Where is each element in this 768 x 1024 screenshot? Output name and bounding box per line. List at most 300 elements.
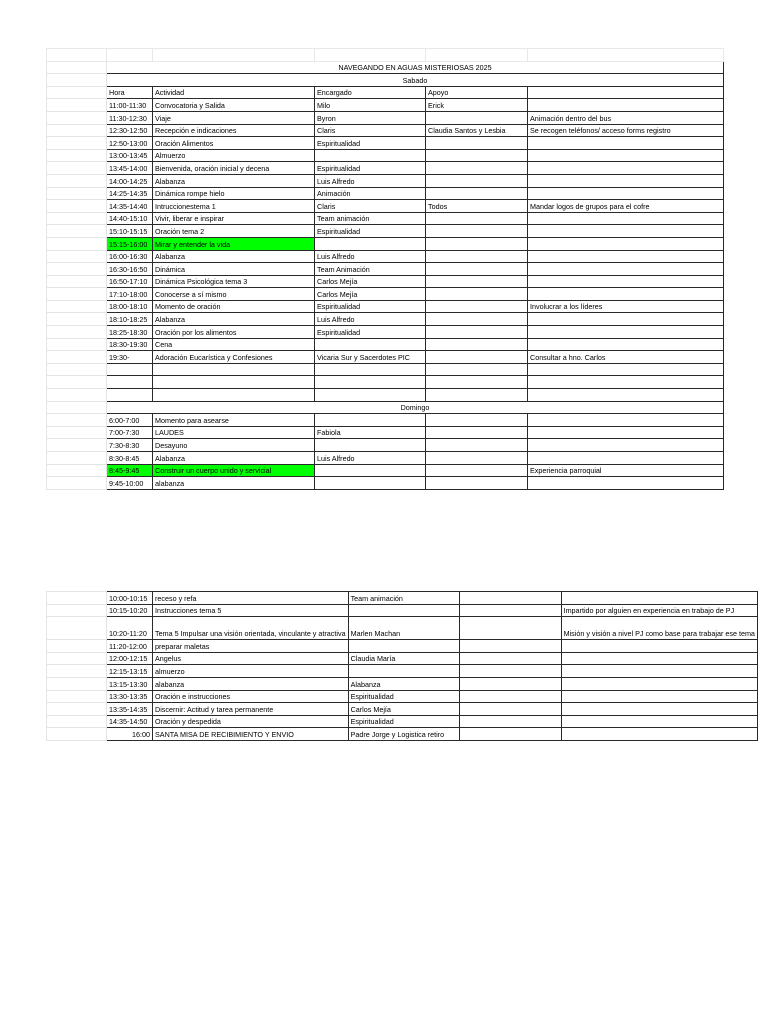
cell-apoyo[interactable] <box>426 237 528 250</box>
cell-encargado[interactable] <box>348 665 459 678</box>
cell-notas[interactable] <box>561 665 757 678</box>
cell-apoyo[interactable] <box>426 137 528 150</box>
cell-encargado[interactable]: Claudia María <box>348 652 459 665</box>
cell-actividad[interactable]: preparar maletas <box>153 640 349 653</box>
row-gutter-cell[interactable] <box>47 200 107 213</box>
cell-notas[interactable] <box>528 275 724 288</box>
cell-actividad[interactable]: Mirar y entender la vida <box>153 237 315 250</box>
cell-hora[interactable]: 15:10-15:15 <box>107 225 153 238</box>
cell-actividad[interactable] <box>153 389 315 402</box>
cell-notas[interactable] <box>528 99 724 112</box>
row-gutter-cell[interactable] <box>47 338 107 351</box>
section-row-domingo <box>47 401 724 414</box>
cell-apoyo[interactable] <box>426 162 528 175</box>
row-gutter-cell[interactable] <box>47 263 107 276</box>
cell-actividad[interactable]: Alabanza <box>153 452 315 465</box>
cell-actividad[interactable]: Tema 5 Impulsar una visión orientada, vinculante y atractiva <box>153 617 349 640</box>
section-label-sabado[interactable]: Sabado <box>107 74 724 87</box>
cell-notas[interactable] <box>561 715 757 728</box>
cell-encargado[interactable] <box>315 149 426 162</box>
schedule-row <box>47 363 724 376</box>
row-gutter-cell[interactable] <box>47 464 107 477</box>
cell-hora[interactable]: 7:00-7:30 <box>107 426 153 439</box>
cell-actividad[interactable]: alabanza <box>153 677 349 690</box>
cell-encargado[interactable]: Luis Alfredo <box>315 452 426 465</box>
cell-notas[interactable]: Experiencia parroquial <box>528 464 724 477</box>
cell-apoyo[interactable] <box>426 225 528 238</box>
cell-notas[interactable] <box>528 162 724 175</box>
cell-hora[interactable]: 18:30-19:30 <box>107 338 153 351</box>
cell-encargado[interactable]: Espiritualidad <box>348 690 459 703</box>
row-gutter-cell[interactable] <box>47 665 107 678</box>
cell-actividad[interactable]: Discernir: Actitud y tarea permanente <box>153 703 349 716</box>
cell-notas[interactable] <box>561 690 757 703</box>
cell-actividad[interactable]: Dinámica rompe hielo <box>153 187 315 200</box>
cell-hora[interactable]: 16:00 <box>107 728 153 741</box>
cell-encargado[interactable]: Claris <box>315 200 426 213</box>
row-gutter-cell[interactable] <box>47 703 107 716</box>
row-gutter-cell[interactable] <box>47 363 107 376</box>
row-gutter-cell[interactable] <box>47 728 107 741</box>
cell-encargado[interactable]: Marlen Machan <box>348 617 459 640</box>
cell-actividad[interactable] <box>153 363 315 376</box>
schedule-row <box>47 640 758 653</box>
cell-apoyo[interactable] <box>459 703 561 716</box>
cell-notas[interactable] <box>528 237 724 250</box>
cell-hora[interactable]: 18:10-18:25 <box>107 313 153 326</box>
cell-notas[interactable] <box>561 703 757 716</box>
schedule-row <box>47 715 758 728</box>
row-gutter-cell[interactable] <box>47 212 107 225</box>
cell-actividad[interactable]: Bienvenida, oración inicial y decena <box>153 162 315 175</box>
cell-hora[interactable]: 12:30-12:50 <box>107 124 153 137</box>
header-hora[interactable]: Hora <box>107 86 153 99</box>
cell-apoyo[interactable] <box>426 174 528 187</box>
cell-notas[interactable]: Animación dentro del bus <box>528 111 724 124</box>
schedule-row <box>47 351 724 364</box>
schedule-row <box>47 225 724 238</box>
cell-notas[interactable] <box>561 592 757 605</box>
schedule-row <box>47 250 724 263</box>
cell-notas[interactable]: Impartido por alguien en experiencia en trabajo de PJ <box>561 604 757 617</box>
cell-apoyo[interactable] <box>426 414 528 427</box>
cell-actividad[interactable]: Alabanza <box>153 313 315 326</box>
cell-apoyo[interactable] <box>459 592 561 605</box>
cell-apoyo[interactable] <box>426 389 528 402</box>
cell-apoyo[interactable] <box>459 617 561 640</box>
cell-encargado[interactable]: Espiritualidad <box>315 326 426 339</box>
cell-notas[interactable] <box>528 414 724 427</box>
cell-apoyo[interactable] <box>426 263 528 276</box>
cell-encargado[interactable]: Team Animación <box>315 263 426 276</box>
cell-notas[interactable] <box>528 212 724 225</box>
schedule-row <box>47 300 724 313</box>
cell-apoyo[interactable] <box>459 715 561 728</box>
schedule-row <box>47 237 724 250</box>
cell-notas[interactable] <box>528 452 724 465</box>
row-gutter-cell[interactable] <box>47 250 107 263</box>
cell-hora[interactable]: 11:30-12:30 <box>107 111 153 124</box>
schedule-row <box>47 426 724 439</box>
cell-apoyo[interactable] <box>426 326 528 339</box>
cell-encargado[interactable] <box>315 363 426 376</box>
cell-actividad[interactable]: Momento de oración <box>153 300 315 313</box>
cell-encargado[interactable]: Espiritualidad <box>315 225 426 238</box>
cell-hora[interactable]: 16:50-17:10 <box>107 275 153 288</box>
cell-apoyo[interactable] <box>426 338 528 351</box>
cell-apoyo[interactable] <box>426 426 528 439</box>
cell-actividad[interactable]: Viaje <box>153 111 315 124</box>
cell-encargado[interactable]: Byron <box>315 111 426 124</box>
cell-hora[interactable]: 14:40-15:10 <box>107 212 153 225</box>
cell-notas[interactable] <box>561 652 757 665</box>
cell-apoyo[interactable] <box>426 439 528 452</box>
schedule-row <box>47 212 724 225</box>
schedule-row <box>47 313 724 326</box>
cell-apoyo[interactable] <box>426 464 528 477</box>
schedule-row <box>47 703 758 716</box>
cell-actividad[interactable]: Dinámica Psicológica tema 3 <box>153 275 315 288</box>
cell-hora[interactable]: 14:25-14:35 <box>107 187 153 200</box>
schedule-row <box>47 477 724 490</box>
cell-actividad[interactable] <box>153 376 315 389</box>
cell-actividad[interactable]: Oración Alimentos <box>153 137 315 150</box>
cell-hora[interactable]: 18:00-18:10 <box>107 300 153 313</box>
cell-encargado[interactable]: Luis Alfredo <box>315 313 426 326</box>
cell-hora[interactable]: 11:20-12:00 <box>107 640 153 653</box>
cell-apoyo[interactable]: Claudia Santos y Lesbia <box>426 124 528 137</box>
cell-notas[interactable]: Mandar logos de grupos para el cofre <box>528 200 724 213</box>
cell-actividad[interactable]: Oración tema 2 <box>153 225 315 238</box>
cell-hora[interactable]: 13:00-13:45 <box>107 149 153 162</box>
cell-hora[interactable]: 15:15-16:00 <box>107 237 153 250</box>
cell-encargado[interactable] <box>315 464 426 477</box>
cell-notas[interactable] <box>528 263 724 276</box>
cell-hora[interactable]: 13:15-13:30 <box>107 677 153 690</box>
schedule-row <box>47 149 724 162</box>
row-gutter-cell[interactable] <box>47 389 107 402</box>
cell-actividad[interactable]: Alabanza <box>153 250 315 263</box>
cell-notas[interactable] <box>528 149 724 162</box>
row-gutter-cell[interactable] <box>47 690 107 703</box>
row-gutter-cell[interactable] <box>47 174 107 187</box>
cell-hora[interactable]: 14:00-14:25 <box>107 174 153 187</box>
cell-encargado[interactable]: Espiritualidad <box>315 300 426 313</box>
row-gutter-cell[interactable] <box>47 137 107 150</box>
cell-encargado[interactable]: Vicaria Sur y Sacerdotes PIC <box>315 351 426 364</box>
schedule-row <box>47 187 724 200</box>
schedule-row <box>47 338 724 351</box>
cell-hora[interactable]: 11:00-11:30 <box>107 99 153 112</box>
header-apoyo[interactable]: Apoyo <box>426 86 528 99</box>
cell-encargado[interactable] <box>348 604 459 617</box>
row-gutter-cell[interactable] <box>47 617 107 640</box>
cell-actividad[interactable]: Conocerse a sí mismo <box>153 288 315 301</box>
section-row-sabado <box>47 74 724 87</box>
cell-encargado[interactable] <box>315 237 426 250</box>
cell-apoyo[interactable] <box>426 351 528 364</box>
cell-encargado[interactable]: Fabiola <box>315 426 426 439</box>
cell-apoyo[interactable] <box>426 250 528 263</box>
cell-notas[interactable] <box>528 439 724 452</box>
schedule-row <box>47 690 758 703</box>
cell-actividad[interactable]: Oración y despedida <box>153 715 349 728</box>
cell-notas[interactable]: Se recogen teléfonos/ acceso forms registro <box>528 124 724 137</box>
schedule-row <box>47 617 758 640</box>
cell-actividad[interactable]: Adoración Eucarística y Confesiones <box>153 351 315 364</box>
cell-hora[interactable]: 13:30-13:35 <box>107 690 153 703</box>
schedule-row <box>47 452 724 465</box>
cell-apoyo[interactable] <box>459 728 561 741</box>
cell-actividad[interactable]: Cena <box>153 338 315 351</box>
cell-hora[interactable]: 14:35-14:50 <box>107 715 153 728</box>
row-gutter-cell[interactable] <box>47 414 107 427</box>
cell-hora[interactable]: 18:25-18:30 <box>107 326 153 339</box>
cell-encargado[interactable]: Espiritualidad <box>315 162 426 175</box>
cell-hora[interactable]: 12:50-13:00 <box>107 137 153 150</box>
cell-notas[interactable] <box>528 313 724 326</box>
schedule-row <box>47 665 758 678</box>
cell-actividad[interactable]: Oración e instrucciones <box>153 690 349 703</box>
row-gutter-cell[interactable] <box>47 275 107 288</box>
cell-notas[interactable] <box>528 174 724 187</box>
cell-apoyo[interactable] <box>459 652 561 665</box>
row-gutter-cell[interactable] <box>47 326 107 339</box>
schedule-title[interactable]: NAVEGANDO EN AGUAS MISTERIOSAS 2025 <box>107 61 724 74</box>
cell-hora[interactable]: 8:45-9:45 <box>107 464 153 477</box>
cell-actividad[interactable]: Almuerzo <box>153 149 315 162</box>
cell-actividad[interactable]: Convocatoria y Salida <box>153 99 315 112</box>
cell-hora[interactable]: 17:10-18:00 <box>107 288 153 301</box>
cell-encargado[interactable]: Espiritualidad <box>315 137 426 150</box>
cell-encargado[interactable] <box>348 640 459 653</box>
row-gutter-cell[interactable] <box>47 715 107 728</box>
cell-notas[interactable] <box>528 389 724 402</box>
title-row <box>47 61 724 74</box>
cell-hora[interactable]: 14:35-14:40 <box>107 200 153 213</box>
schedule-row <box>47 174 724 187</box>
cell-encargado[interactable]: Team animación <box>315 212 426 225</box>
cell-encargado[interactable]: Luis Alfredo <box>315 174 426 187</box>
sheet-spacer-row <box>47 49 724 62</box>
row-gutter-cell[interactable] <box>47 124 107 137</box>
cell-hora[interactable]: 12:15-13:15 <box>107 665 153 678</box>
schedule-row <box>47 677 758 690</box>
cell-apoyo[interactable] <box>459 665 561 678</box>
row-gutter-cell[interactable] <box>47 237 107 250</box>
cell-actividad[interactable]: Vivir, liberar e inspirar <box>153 212 315 225</box>
cell-encargado[interactable]: Padre Jorge y Logistica retiro <box>348 728 459 741</box>
row-gutter-cell[interactable] <box>47 162 107 175</box>
row-gutter-cell[interactable] <box>47 677 107 690</box>
cell-notas[interactable]: Involucrar a los líderes <box>528 300 724 313</box>
row-gutter-cell[interactable] <box>47 99 107 112</box>
cell-hora[interactable] <box>107 389 153 402</box>
cell-encargado[interactable] <box>315 477 426 490</box>
cell-encargado[interactable] <box>315 389 426 402</box>
cell-notas[interactable] <box>528 338 724 351</box>
cell-apoyo[interactable] <box>459 640 561 653</box>
cell-actividad[interactable]: Alabanza <box>153 174 315 187</box>
row-gutter-cell[interactable] <box>47 426 107 439</box>
cell-actividad[interactable]: almuerzo <box>153 665 349 678</box>
cell-actividad[interactable]: Intruccionestema 1 <box>153 200 315 213</box>
header-actividad[interactable]: Actividad <box>153 86 315 99</box>
cell-encargado[interactable]: Team animación <box>348 592 459 605</box>
cell-encargado[interactable] <box>315 376 426 389</box>
cell-actividad[interactable]: alabanza <box>153 477 315 490</box>
row-gutter-cell[interactable] <box>47 477 107 490</box>
cell-notas[interactable]: Consultar a hno. Carlos <box>528 351 724 364</box>
schedule-row <box>47 592 758 605</box>
schedule-row <box>47 326 724 339</box>
cell-apoyo[interactable] <box>459 690 561 703</box>
row-gutter-cell[interactable] <box>47 604 107 617</box>
cell-encargado[interactable]: Carlos Mejía <box>315 288 426 301</box>
cell-notas[interactable] <box>528 376 724 389</box>
cell-apoyo[interactable] <box>426 477 528 490</box>
cell-encargado[interactable]: Carlos Mejía <box>348 703 459 716</box>
cell-actividad[interactable]: SANTA MISA DE RECIBIMIENTO Y ENVIO <box>153 728 349 741</box>
cell-hora[interactable]: 16:30-16:50 <box>107 263 153 276</box>
row-gutter-cell[interactable] <box>47 300 107 313</box>
cell-actividad[interactable]: receso y refa <box>153 592 349 605</box>
cell-notas[interactable] <box>528 288 724 301</box>
cell-apoyo[interactable] <box>426 111 528 124</box>
cell-actividad[interactable]: Instrucciones tema 5 <box>153 604 349 617</box>
schedule-row <box>47 275 724 288</box>
row-gutter-cell[interactable] <box>47 592 107 605</box>
schedule-row <box>47 464 724 477</box>
cell-apoyo[interactable] <box>459 677 561 690</box>
row-gutter-cell[interactable] <box>47 652 107 665</box>
cell-notas[interactable] <box>561 728 757 741</box>
schedule-row <box>47 389 724 402</box>
cell-hora[interactable]: 6:00-7:00 <box>107 414 153 427</box>
cell-actividad[interactable]: Construir un cuerpo unido y servicial <box>153 464 315 477</box>
cell-apoyo[interactable] <box>426 149 528 162</box>
cell-encargado[interactable]: Espiritualidad <box>348 715 459 728</box>
cell-encargado[interactable]: Milo <box>315 99 426 112</box>
cell-notas[interactable] <box>528 250 724 263</box>
cell-hora[interactable]: 10:15-10:20 <box>107 604 153 617</box>
cell-encargado[interactable] <box>315 414 426 427</box>
cell-encargado[interactable]: Alabanza <box>348 677 459 690</box>
cell-hora[interactable]: 12:00-12:15 <box>107 652 153 665</box>
header-row <box>47 86 724 99</box>
cell-hora[interactable]: 9:45-10:00 <box>107 477 153 490</box>
cell-notas[interactable] <box>528 363 724 376</box>
cell-apoyo[interactable] <box>426 376 528 389</box>
cell-notas[interactable] <box>528 426 724 439</box>
schedule-row <box>47 263 724 276</box>
cell-apoyo[interactable] <box>426 288 528 301</box>
cell-hora[interactable]: 10:00-10:15 <box>107 592 153 605</box>
cell-apoyo[interactable] <box>426 275 528 288</box>
cell-hora[interactable]: 10:20-11:20 <box>107 617 153 640</box>
header-encargado[interactable]: Encargado <box>315 86 426 99</box>
cell-actividad[interactable]: Oración por los alimentos <box>153 326 315 339</box>
section-label-domingo[interactable]: Domingo <box>107 401 724 414</box>
header-notas[interactable] <box>528 86 724 99</box>
cell-notas[interactable]: Misión y visión a nivel PJ como base para trabajar ese tema <box>561 617 757 640</box>
schedule-sheet-page-1 <box>46 48 724 490</box>
schedule-row <box>47 439 724 452</box>
cell-encargado[interactable]: Animación <box>315 187 426 200</box>
cell-notas[interactable] <box>528 477 724 490</box>
cell-hora[interactable]: 13:35-14:35 <box>107 703 153 716</box>
schedule-row <box>47 111 724 124</box>
schedule-row <box>47 137 724 150</box>
cell-notas[interactable] <box>528 326 724 339</box>
schedule-row <box>47 376 724 389</box>
cell-hora[interactable]: 16:00-16:30 <box>107 250 153 263</box>
row-gutter-cell[interactable] <box>47 187 107 200</box>
schedule-row <box>47 124 724 137</box>
row-gutter-cell[interactable] <box>47 111 107 124</box>
cell-actividad[interactable]: Momento para asearse <box>153 414 315 427</box>
cell-actividad[interactable]: Dinámica <box>153 263 315 276</box>
cell-encargado[interactable] <box>315 338 426 351</box>
cell-actividad[interactable]: LAUDES <box>153 426 315 439</box>
cell-apoyo[interactable]: Todos <box>426 200 528 213</box>
cell-hora[interactable]: 7:30-8:30 <box>107 439 153 452</box>
cell-notas[interactable] <box>561 677 757 690</box>
cell-apoyo[interactable] <box>459 604 561 617</box>
row-gutter-cell[interactable] <box>47 351 107 364</box>
cell-encargado[interactable] <box>315 439 426 452</box>
cell-apoyo[interactable] <box>426 313 528 326</box>
cell-actividad[interactable]: Angelus <box>153 652 349 665</box>
schedule-row <box>47 728 758 741</box>
row-gutter-cell[interactable] <box>47 149 107 162</box>
cell-encargado[interactable]: Claris <box>315 124 426 137</box>
schedule-row <box>47 652 758 665</box>
row-gutter-cell[interactable] <box>47 225 107 238</box>
row-gutter-cell[interactable] <box>47 640 107 653</box>
cell-apoyo[interactable] <box>426 212 528 225</box>
cell-apoyo[interactable] <box>426 363 528 376</box>
schedule-row <box>47 99 724 112</box>
cell-hora[interactable] <box>107 363 153 376</box>
cell-hora[interactable]: 13:45-14:00 <box>107 162 153 175</box>
row-gutter-cell[interactable] <box>47 288 107 301</box>
cell-apoyo[interactable] <box>426 452 528 465</box>
cell-notas[interactable] <box>528 187 724 200</box>
cell-notas[interactable] <box>528 225 724 238</box>
cell-hora[interactable] <box>107 376 153 389</box>
cell-notas[interactable] <box>528 137 724 150</box>
cell-apoyo[interactable]: Erick <box>426 99 528 112</box>
schedule-row <box>47 288 724 301</box>
cell-hora[interactable]: 8:30-8:45 <box>107 452 153 465</box>
cell-actividad[interactable]: Recepción e indicaciones <box>153 124 315 137</box>
cell-notas[interactable] <box>561 640 757 653</box>
schedule-row <box>47 162 724 175</box>
cell-encargado[interactable]: Luis Alfredo <box>315 250 426 263</box>
cell-apoyo[interactable] <box>426 300 528 313</box>
cell-actividad[interactable]: Desayuno <box>153 439 315 452</box>
row-gutter-cell[interactable] <box>47 313 107 326</box>
cell-hora[interactable]: 19:30- <box>107 351 153 364</box>
cell-encargado[interactable]: Carlos Mejía <box>315 275 426 288</box>
row-gutter-cell[interactable] <box>47 439 107 452</box>
row-gutter-cell[interactable] <box>47 452 107 465</box>
row-gutter-cell[interactable] <box>47 376 107 389</box>
schedule-row <box>47 414 724 427</box>
schedule-row <box>47 604 758 617</box>
cell-apoyo[interactable] <box>426 187 528 200</box>
